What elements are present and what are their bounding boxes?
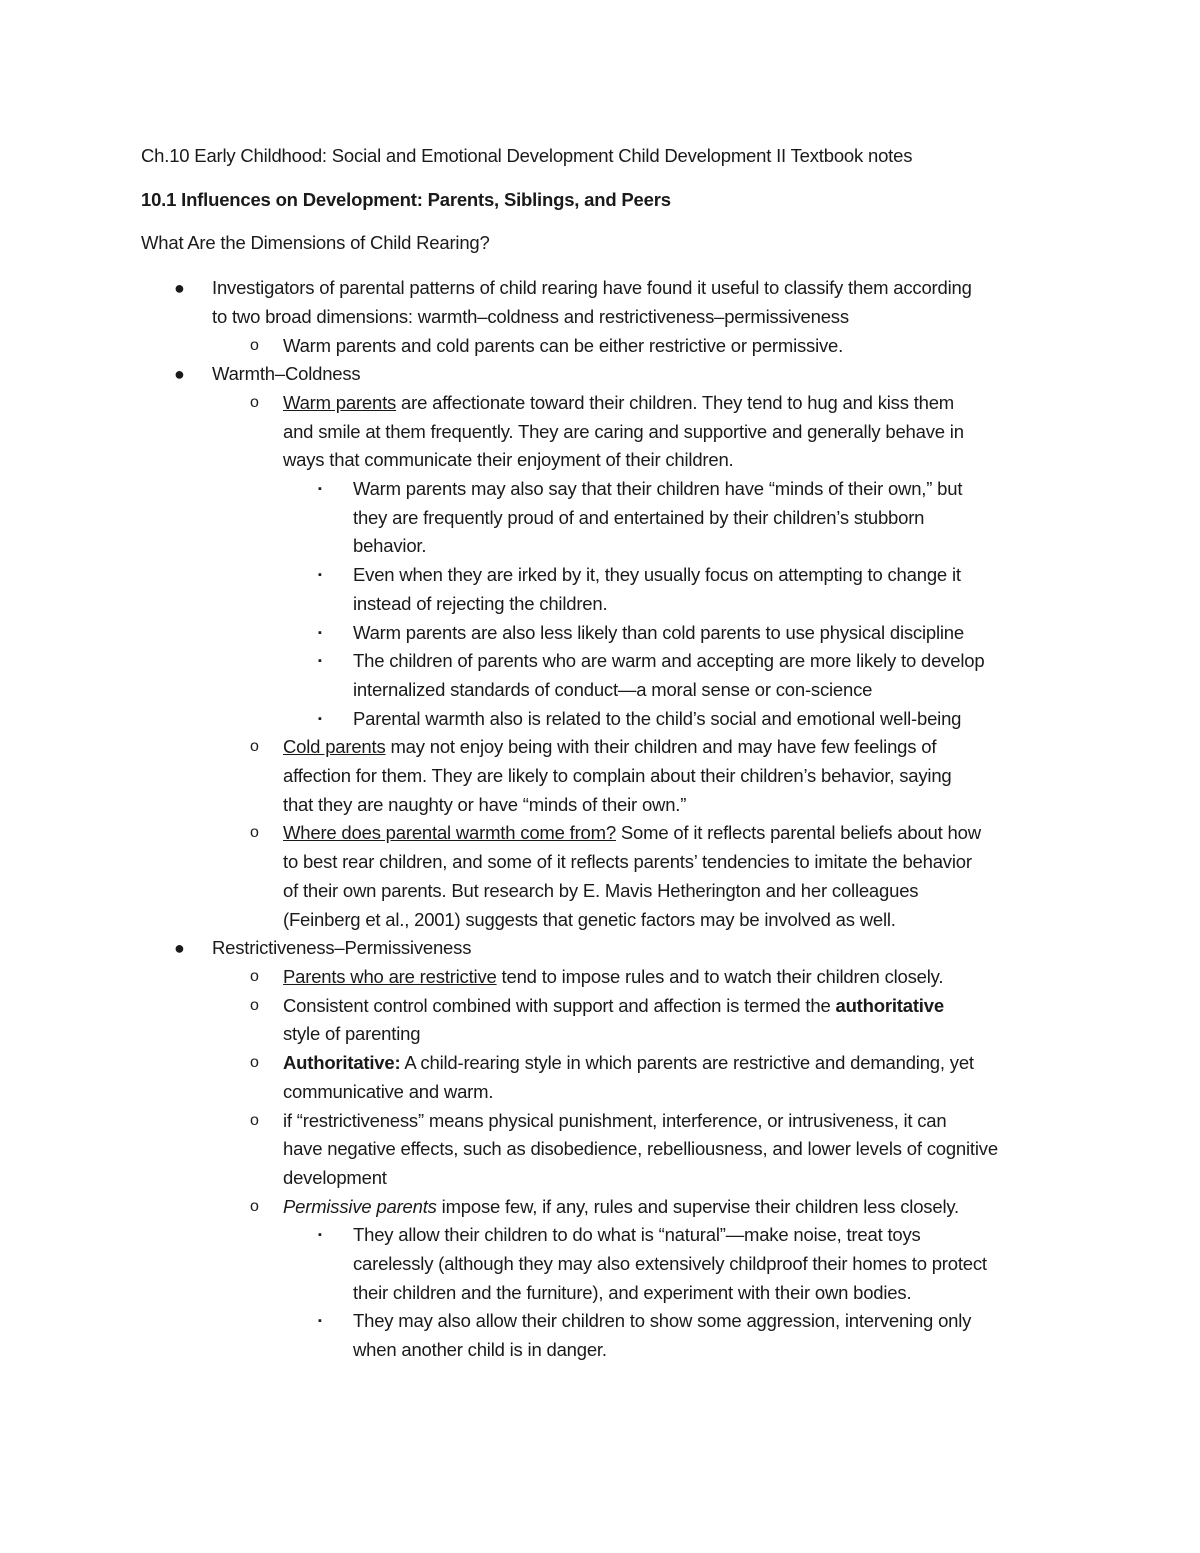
bullet-marker: ● (174, 364, 185, 385)
detail-marker: ▪ (318, 655, 322, 668)
sub-bullet-line: Warm parents and cold parents can be either restrictive or permissive. (283, 334, 844, 356)
bullet-line: Investigators of parental patterns of child rearing have found it useful to classify them according (212, 277, 972, 299)
detail-line: internalized standards of conduct—a moral sense or con-science (353, 678, 873, 700)
bullet-line: Warmth–Coldness (212, 363, 361, 385)
detail-line: Parental warmth also is related to the child’s social and emotional well-being (353, 707, 962, 729)
sub-bullet-marker: o (250, 824, 259, 842)
term-authoritative: authoritative (835, 994, 944, 1016)
detail-line: their children and the furniture), and experiment with their own bodies. (353, 1281, 912, 1303)
sub-bullet-line (283, 733, 1071, 762)
detail-marker: ▪ (318, 1229, 322, 1242)
detail-bullet (141, 647, 1071, 704)
sub-bullet-marker: o (250, 967, 259, 985)
sub-bullet-line (283, 1049, 1071, 1078)
sub-bullet-marker: o (250, 996, 259, 1014)
sub-bullet-cold-parents (141, 733, 1071, 819)
term-restrictive: Parents who are restrictive (283, 965, 497, 987)
sub-bullet-line: affection for them. They are likely to complain about their children’s behavior, saying (283, 765, 952, 787)
detail-marker: ▪ (318, 483, 322, 496)
text-run: A child-rearing style in which parents are restrictive and demanding, yet (400, 1052, 974, 1074)
sub-bullet-line (283, 1193, 1071, 1222)
sub-bullet-marker: o (250, 336, 259, 354)
document-title: Ch.10 Early Childhood: Social and Emotional Development Child Development II Textbook notes (141, 145, 913, 166)
detail-bullet (141, 705, 1071, 734)
detail-line: when another child is in danger. (353, 1339, 607, 1361)
detail-line: Warm parents are also less likely than cold parents to use physical discipline (353, 621, 964, 643)
sub-bullet-line: communicative and warm. (283, 1080, 494, 1102)
sub-bullet-permissive (141, 1193, 1071, 1222)
bullet-line: to two broad dimensions: warmth–coldness and restrictiveness–permissiveness (212, 305, 849, 327)
sub-bullet-line (283, 819, 1071, 848)
detail-line: they are frequently proud of and entertained by their children’s stubborn (353, 506, 925, 528)
sub-bullet-warmth-origin (141, 819, 1071, 934)
detail-line: Warm parents may also say that their children have “minds of their own,” but (353, 478, 963, 500)
question-line: What Are the Dimensions of Child Rearing? (141, 232, 490, 254)
sub-bullet-line: that they are naughty or have “minds of their own.” (283, 793, 687, 815)
detail-bullet (141, 1307, 1071, 1364)
bullet-line: Restrictiveness–Permissiveness (212, 937, 472, 959)
detail-line: instead of rejecting the children. (353, 592, 608, 614)
sub-bullet-line (283, 389, 1071, 418)
sub-bullet-authoritative (141, 1049, 1071, 1106)
detail-line: behavior. (353, 535, 427, 557)
sub-bullet-line (283, 963, 1071, 992)
detail-marker: ▪ (318, 569, 322, 582)
sub-bullet-negative-effects (141, 1107, 1071, 1193)
sub-bullet-line: development (283, 1166, 387, 1188)
bullet-warmth-coldness (141, 360, 1071, 389)
sub-bullet-marker: o (250, 738, 259, 756)
bullet-marker: ● (174, 938, 185, 959)
detail-bullet (141, 561, 1071, 618)
sub-bullet-line: and smile at them frequently. They are caring and supportive and generally behave in (283, 420, 964, 442)
text-run: Some of it reflects parental beliefs about how (615, 822, 981, 844)
bullet-classification (141, 274, 1071, 331)
sub-bullet-line: style of parenting (283, 1023, 421, 1045)
sub-bullet-line: ways that communicate their enjoyment of their children. (283, 449, 734, 471)
sub-bullet-restrictive (141, 963, 1071, 992)
sub-bullet-marker: o (250, 1054, 259, 1072)
sub-bullet-consistent-control (141, 992, 1071, 1049)
detail-marker: ▪ (318, 712, 322, 725)
detail-marker: ▪ (318, 626, 322, 639)
detail-line: The children of parents who are warm and accepting are more likely to develop (353, 650, 985, 672)
sub-bullet-line: of their own parents. But research by E. Mavis Hetherington and her colleagues (283, 879, 919, 901)
text-run: Consistent control combined with support and affection is termed the (283, 994, 836, 1016)
sub-bullet (141, 332, 1071, 361)
sub-bullet-marker: o (250, 1197, 259, 1215)
sub-bullet-line: have negative effects, such as disobedience, rebelliousness, and lower levels of cognitive (283, 1138, 998, 1160)
text-run: impose few, if any, rules and supervise their children less closely. (436, 1195, 959, 1217)
term-warmth-origin: Where does parental warmth come from? (283, 822, 616, 844)
sub-bullet-warm-parents (141, 389, 1071, 475)
sub-bullet-line: (Feinberg et al., 2001) suggests that genetic factors may be involved as well. (283, 908, 896, 930)
detail-line: They allow their children to do what is “natural”—make noise, treat toys (353, 1224, 921, 1246)
detail-marker: ▪ (318, 1315, 322, 1328)
detail-bullet (141, 1221, 1071, 1307)
detail-line: Even when they are irked by it, they usually focus on attempting to change it (353, 564, 961, 586)
section-heading: 10.1 Influences on Development: Parents, Siblings, and Peers (141, 188, 671, 210)
term-permissive-parents: Permissive parents (283, 1195, 437, 1217)
detail-bullet (141, 619, 1071, 648)
detail-bullet (141, 475, 1071, 561)
term-warm-parents: Warm parents (283, 391, 397, 413)
text-run: are affectionate toward their children. They tend to hug and kiss them (396, 391, 955, 413)
term-cold-parents: Cold parents (283, 736, 386, 758)
detail-line: They may also allow their children to show some aggression, intervening only (353, 1310, 972, 1332)
text-run: may not enjoy being with their children and may have few feelings of (385, 736, 937, 758)
sub-bullet-line (283, 992, 1071, 1021)
term-authoritative-lead: Authoritative: (283, 1052, 401, 1074)
sub-bullet-marker: o (250, 393, 259, 411)
sub-bullet-marker: o (250, 1111, 259, 1129)
bullet-restrictiveness (141, 934, 1071, 963)
bullet-marker: ● (174, 278, 185, 299)
sub-bullet-line: to best rear children, and some of it reflects parents’ tendencies to imitate the behavior (283, 851, 972, 873)
text-run: tend to impose rules and to watch their children closely. (496, 965, 944, 987)
detail-line: carelessly (although they may also extensively childproof their homes to protect (353, 1253, 987, 1275)
notes-content (141, 142, 1071, 1365)
sub-bullet-line: if “restrictiveness” means physical punishment, interference, or intrusiveness, it can (283, 1109, 947, 1131)
